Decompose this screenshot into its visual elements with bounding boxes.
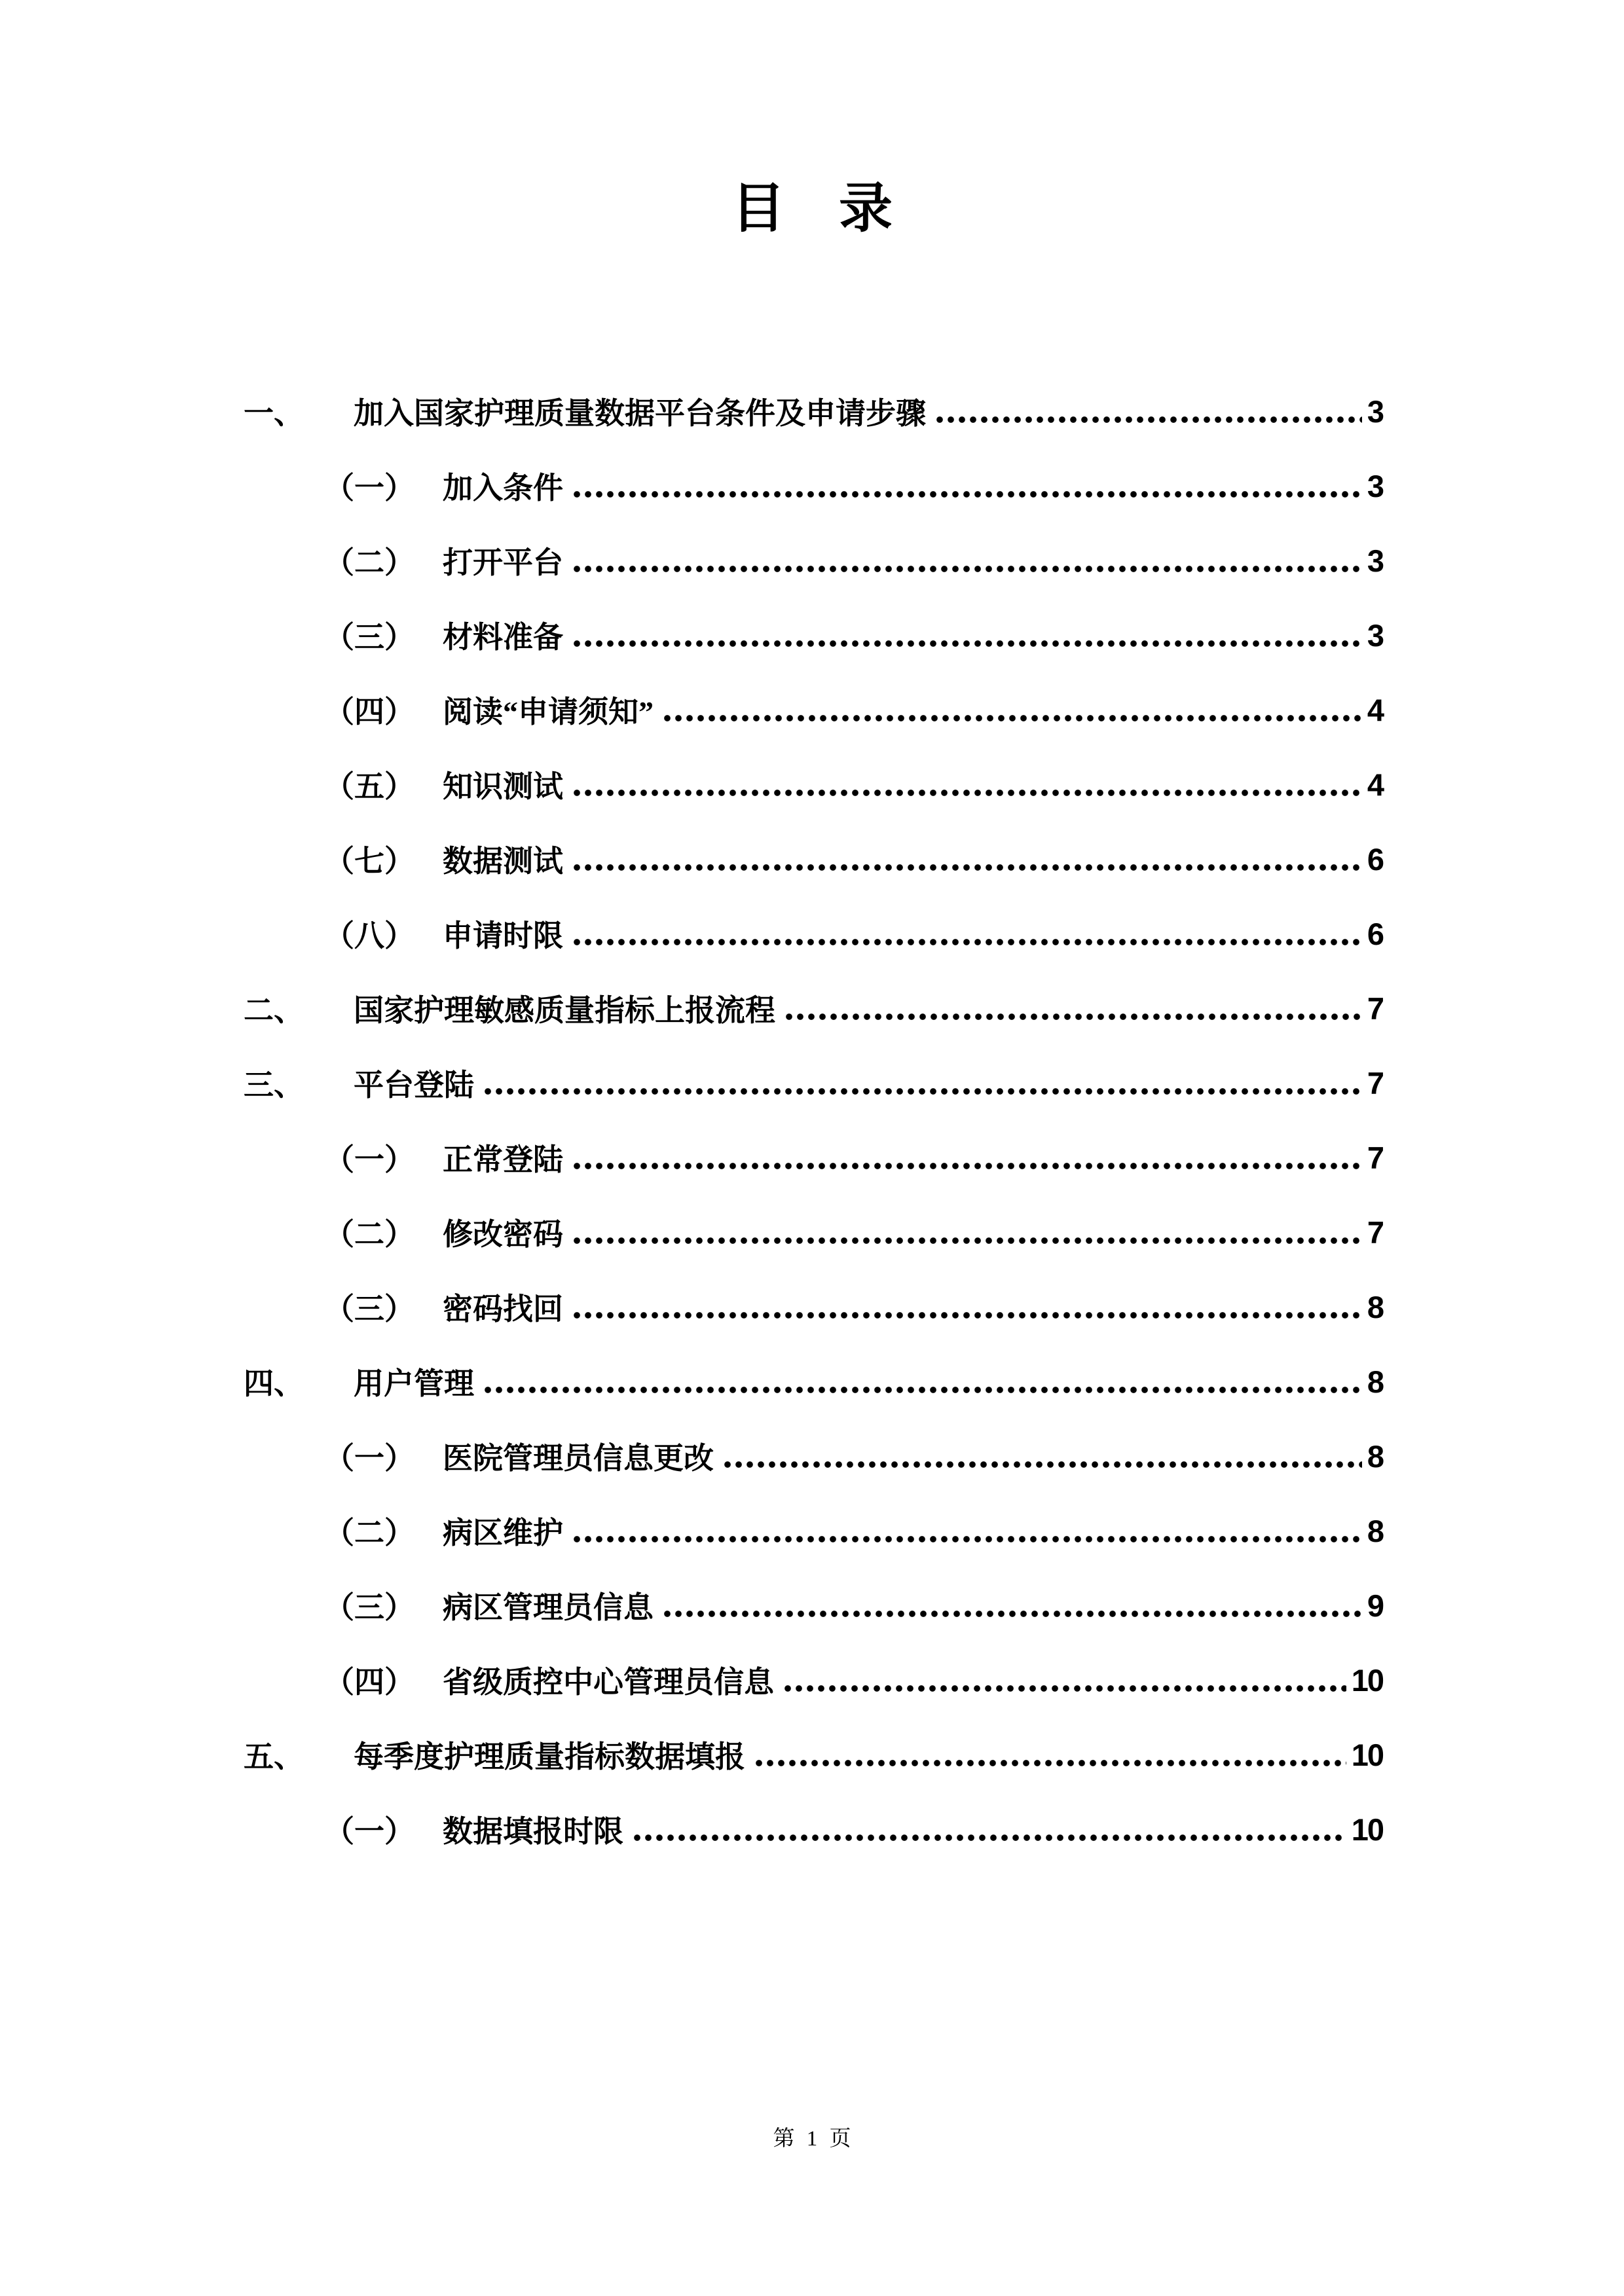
toc-entry[interactable] [244,1493,1383,1568]
dot-leader [664,714,1362,722]
dot-leader [756,1759,1346,1767]
toc-entry-page: 4 [1367,767,1383,802]
toc-entry-label: 病区管理员信息 [443,1591,654,1624]
dot-leader [574,640,1362,647]
toc-entry-label: 材料准备 [443,621,563,654]
dot-leader [574,1535,1362,1543]
dot-leader [786,1013,1362,1021]
toc-entry-page: 3 [1367,393,1383,429]
toc-entry-number: （八） [324,919,415,953]
toc-entry-number: （三） [324,1292,415,1326]
page-title: 目 录 [731,179,893,238]
toc-entry[interactable] [244,822,1383,896]
toc-entry-number: （七） [324,845,415,878]
dot-leader [574,938,1362,946]
toc-entry-page: 9 [1367,1588,1383,1623]
toc-entry-page: 4 [1367,692,1383,727]
toc-entry-label: 知识测试 [443,770,563,803]
toc-entry[interactable] [244,1419,1383,1493]
toc-entry-number: （二） [324,1516,415,1550]
toc-entry[interactable] [244,374,1383,448]
toc-entry-page: 6 [1367,841,1383,877]
toc-entry-number: （一） [324,1815,415,1848]
toc-entry-number: （三） [324,621,415,654]
toc-entry-label: 国家护理敏感质量指标上报流程 [354,994,775,1027]
toc-entry-label: 打开平台 [443,546,563,579]
toc-entry-page: 3 [1367,543,1383,578]
dot-leader [485,1087,1362,1095]
toc-entry-label: 用户管理 [354,1367,474,1400]
toc-entry-page: 7 [1367,991,1383,1026]
toc-entry-number: 五、 [244,1740,304,1774]
toc-entry[interactable] [244,747,1383,822]
dot-leader [574,490,1362,498]
toc-entry-page: 7 [1367,1140,1383,1175]
toc-entry-page: 10 [1351,1662,1383,1698]
toc-entry-number: 一、 [244,397,304,430]
toc-entry[interactable] [244,971,1383,1046]
toc-entry-label: 加入国家护理质量数据平台条件及申请步骤 [354,397,926,430]
toc-entry-number: （三） [324,1591,415,1624]
toc-entry[interactable] [244,1643,1383,1717]
toc-entry-label: 数据填报时限 [443,1815,623,1848]
toc-entry-page: 8 [1367,1364,1383,1399]
toc-entry-label: 省级质控中心管理员信息 [443,1666,774,1699]
toc-entry-number: （二） [324,1218,415,1251]
toc-entry[interactable] [244,598,1383,672]
toc-entry-number: （一） [324,1442,415,1475]
toc-entry-page: 10 [1351,1812,1383,1847]
toc-entry-label: 医院管理员信息更改 [443,1442,714,1475]
dot-leader [574,565,1362,573]
toc-entry-page: 3 [1367,468,1383,503]
toc-entry-label: 每季度护理质量指标数据填报 [354,1740,745,1774]
dot-leader [784,1685,1346,1692]
toc-entry-number: （四） [324,1666,415,1699]
toc-entry-label: 数据测试 [443,845,563,878]
dot-leader [574,789,1362,797]
toc-entry-number: 二、 [244,994,304,1027]
toc-entry-label: 加入条件 [443,471,563,505]
toc-entry-label: 正常登陆 [443,1143,563,1176]
dot-leader [724,1461,1362,1468]
toc-entry-page: 7 [1367,1065,1383,1101]
toc-entry-number: （五） [324,770,415,803]
toc-entry[interactable] [244,448,1383,523]
toc-entry-label: 密码找回 [443,1292,563,1326]
dot-leader [574,1237,1362,1245]
page-footer: 第 1 页 [773,2127,851,2151]
toc-entry[interactable] [244,672,1383,747]
toc-entry-page: 6 [1367,916,1383,951]
dot-leader [485,1386,1362,1394]
toc-list [244,374,1383,1867]
dot-leader [634,1834,1346,1842]
toc-entry-label: 平台登陆 [354,1068,474,1102]
toc-entry[interactable] [244,1792,1383,1867]
toc-entry[interactable] [244,896,1383,971]
toc-entry-number: 三、 [244,1068,304,1102]
toc-entry[interactable] [244,1120,1383,1195]
toc-entry[interactable] [244,1344,1383,1419]
dot-leader [574,864,1362,871]
toc-entry[interactable] [244,1568,1383,1643]
toc-entry-page: 8 [1367,1289,1383,1324]
toc-entry-label: 阅读“申请须知” [443,695,654,729]
dot-leader [574,1162,1362,1170]
toc-entry-page: 3 [1367,617,1383,653]
toc-entry[interactable] [244,1269,1383,1344]
toc-entry-label: 修改密码 [443,1218,563,1251]
toc-entry-number: （四） [324,695,415,729]
toc-entry-number: （一） [324,1143,415,1176]
dot-leader [574,1311,1362,1319]
toc-entry-page: 7 [1367,1214,1383,1250]
toc-entry-label: 申请时限 [443,919,563,953]
toc-entry[interactable] [244,1195,1383,1269]
toc-entry-page: 8 [1367,1513,1383,1548]
toc-entry-number: （一） [324,471,415,505]
toc-entry[interactable] [244,523,1383,598]
dot-leader [664,1610,1362,1618]
toc-entry-page: 8 [1367,1438,1383,1474]
toc-entry-number: （二） [324,546,415,579]
toc-entry[interactable] [244,1717,1383,1792]
toc-entry-label: 病区维护 [443,1516,563,1550]
dot-leader [936,416,1362,424]
toc-entry-number: 四、 [244,1367,304,1400]
toc-entry-page: 10 [1351,1737,1383,1772]
toc-entry[interactable] [244,1046,1383,1120]
